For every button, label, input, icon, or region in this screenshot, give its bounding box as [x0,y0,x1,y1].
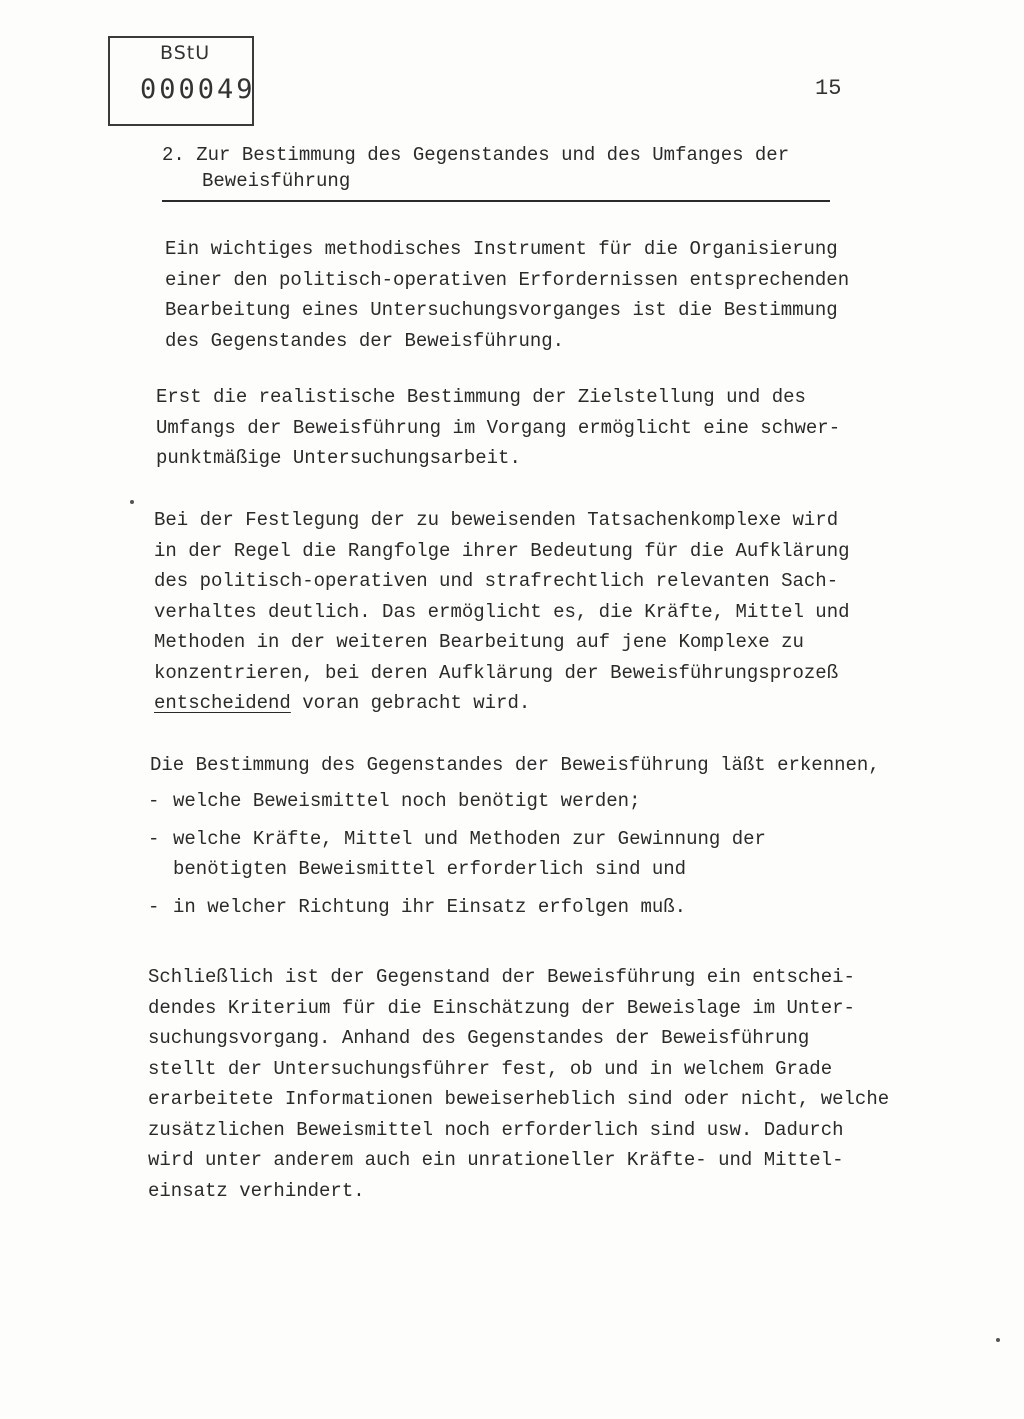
list-item-text: welche Kräfte, Mittel und Methoden zur Gewinnung der benötigten Beweismittel erforderlich sind und [173,828,766,880]
criteria-list [148,786,928,930]
scan-speck [130,500,134,504]
paragraph-3-main: Bei der Festlegung der zu beweisenden Tatsachenkomplexe wird in der Regel die Rangfolge ihrer Bedeutung für die Aufklärung des politisch-operativen und strafrechtlich relevanten Sach- verhaltes deutlich. Das ermöglicht es, die Kräfte, Mittel und Methoden in der weiteren Bearbeitung auf jene Komplexe zu konzentrieren, bei deren Aufklärung der Beweisführungsprozeß [154,509,850,684]
list-item-text: in welcher Richtung ihr Einsatz erfolgen muß. [173,896,687,918]
list-item [148,892,928,922]
list-item [148,786,928,816]
archive-stamp [108,36,254,126]
list-dash: - [148,828,160,850]
paragraph-3-emphasis: entscheidend [154,692,291,714]
list-dash: - [148,896,160,918]
paragraph-5: Schließlich ist der Gegenstand der Beweisführung ein entschei- dendes Kriterium für die Einschätzung der Beweislage im Unter- suchungsvorgang. Anhand des Gegenstandes der Beweisführung stellt der Untersuchungsführer fest, ob und in welchem Grade erarbeitete Informationen beweiserheblich sind oder nicht, welche zusätzlichen Beweismittel noch erforderlich sind usw. Dadurch wird unter anderem auch ein unrationeller Kräfte- und Mittel- einsatz verhindert. [148,966,890,1202]
list-item [148,824,928,884]
section-heading [162,142,852,194]
paragraph-2: Erst die realistische Bestimmung der Zielstellung und des Umfangs der Beweisführung im Vorgang ermöglicht eine schwer- punktmäßige Untersuchungsarbeit. [156,386,841,469]
scan-speck [996,1338,1000,1342]
heading-line-2: Beweisführung [202,170,351,192]
paragraph-4-intro: Die Bestimmung des Gegenstandes der Beweisführung läßt erkennen, [150,754,880,776]
stamp-number: 000049 [140,74,256,105]
heading-underline [162,200,830,202]
paragraph-3 [154,505,924,719]
page-number: 15 [815,76,842,101]
paragraph-3-tail: voran gebracht wird. [290,692,531,714]
paragraph-1: Ein wichtiges methodisches Instrument für die Organisierung einer den politisch-operativen Erfordernissen entsprechenden Bearbeitung eines Untersuchungsvorganges ist die Bestimmung des Gegenstandes der Beweisführung. [165,238,850,352]
list-dash: - [148,790,160,812]
list-item-text: welche Beweismittel noch benötigt werden; [173,790,641,812]
stamp-label: BStU [160,42,211,64]
heading-line-1: 2. Zur Bestimmung des Gegenstandes und des Umfanges der [162,144,790,166]
